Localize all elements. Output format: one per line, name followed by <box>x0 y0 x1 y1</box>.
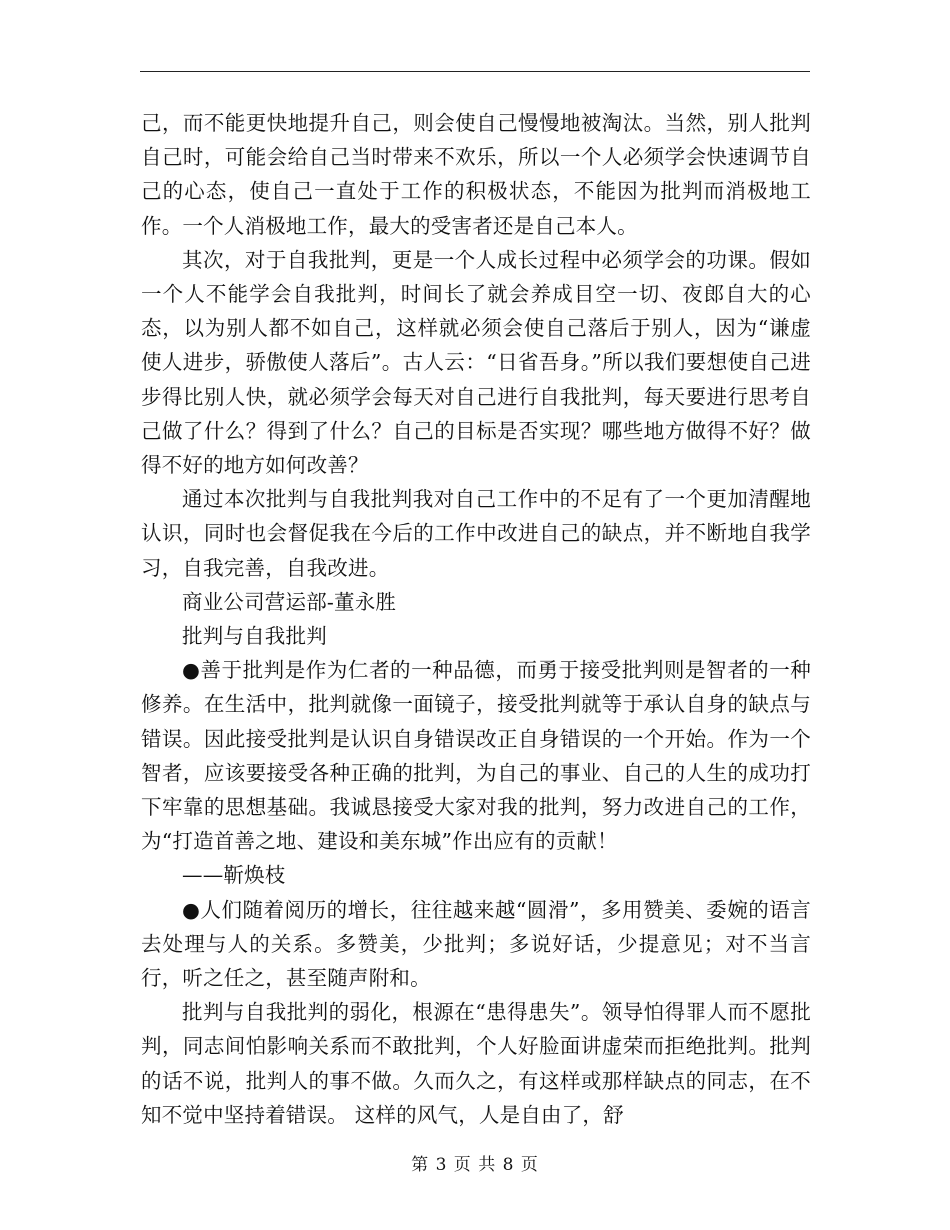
paragraph-8: ●人们随着阅历的增长，往往越来越“圆滑”，多用赞美、委婉的语言去处理与人的关系。多赞美，少批判；多说好话，少提意见；对不当言行，听之任之，甚至随声附和。 <box>141 897 811 991</box>
paragraph-6: ●善于批判是作为仁者的一种品德，而勇于接受批判则是智者的一种修养。在生活中，批判就像一面镜子，接受批判就等于承认自身的缺点与错误。因此接受批判是认识自身错误改正自身错误的一个开始。作为一个智者，应该要接受各种正确的批判，为自己的事业、自己的人生的成功打下牢靠的思想基础。我诚恳接受大家对我的批判，努力改进自己的工作，为“打造首善之地、建设和美东城”作出应有的贡献！ <box>141 658 811 854</box>
author-line: 商业公司营运部-董永胜 <box>182 589 397 614</box>
page-number-footer: 第 3 页 共 8 页 <box>411 1155 539 1175</box>
paragraph-3: 通过本次批判与自我批判我对自己工作中的不足有了一个更加清醒地认识，同时也会督促我在今后的工作中改进自己的缺点，并不断地自我学习，自我完善，自我改进。 <box>141 487 811 580</box>
signature-line: ——靳焕枝 <box>182 863 286 888</box>
document-body <box>141 106 811 1132</box>
section-heading: 批判与自我批判 <box>182 624 327 649</box>
paragraph-9: 批判与自我批判的弱化，根源在“患得患失”。领导怕得罪人而不愿批判，同志间怕影响关系而不敢批判，个人好脸面讲虚荣而拒绝批判。批判的话不说，批判人的事不做。久而久之，有这样或那样缺点的同志，在不知不觉中坚持着错误。 这样的风气，人是自由了，舒 <box>141 1000 811 1127</box>
paragraph-2: 其次，对于自我批判，更是一个人成长过程中必须学会的功课。假如一个人不能学会自我批判，时间长了就会养成目空一切、夜郎自大的心态，以为别人都不如自己，这样就必须会使自己落后于别人，因为“谦虚使人进步，骄傲使人落后”。古人云：“日省吾身。”所以我们要想使自己进步得比别人快，就必须学会每天对自己进行自我批判，每天要进行思考自己做了什么？得到了什么？自己的目标是否实现？哪些地方做得不好？做得不好的地方如何改善？ <box>141 247 811 478</box>
paragraph-1: 己，而不能更快地提升自己，则会使自己慢慢地被淘汰。当然，别人批判自己时，可能会给自己当时带来不欢乐，所以一个人必须学会快速调节自己的心态，使自己一直处于工作的积极状态，不能因为批判而消极地工作。一个人消极地工作，最大的受害者还是自己本人。 <box>141 111 811 238</box>
header-rule <box>140 71 810 72</box>
